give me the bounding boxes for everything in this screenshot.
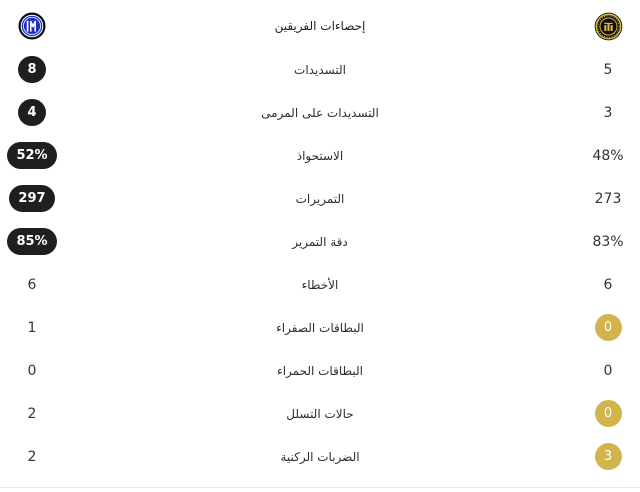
stat-label: البطاقات الصفراء: [276, 320, 364, 335]
home-team-value: 85%: [7, 228, 56, 255]
home-team-value: 1: [27, 319, 37, 336]
stat-row: [0, 349, 640, 392]
stat-label: الضربات الركنية: [280, 449, 360, 464]
stat-row: [0, 263, 640, 306]
home-team-value: 0: [27, 362, 37, 379]
away-team-value: 0: [603, 362, 613, 379]
stat-label: التمريرات: [295, 191, 345, 206]
stats-rows: [0, 48, 640, 478]
stat-row: [0, 435, 640, 478]
home-team-value: 52%: [7, 142, 56, 169]
away-team-badge[interactable]: [576, 12, 640, 41]
stat-label: الأخطاء: [301, 277, 339, 292]
away-team-value: 5: [603, 61, 613, 78]
stat-row: [0, 134, 640, 177]
away-team-value: 0: [595, 400, 622, 427]
away-team-value: 3: [603, 104, 613, 121]
home-team-value: 6: [27, 276, 37, 293]
away-team-value: 273: [594, 190, 622, 207]
away-team-value: 48%: [592, 147, 624, 164]
stat-row: [0, 220, 640, 263]
gold-black-club-badge-icon: [594, 12, 623, 41]
stat-row: [0, 91, 640, 134]
away-team-value: 0: [595, 314, 622, 341]
away-team-value: 3: [595, 443, 622, 470]
home-team-value: 8: [18, 56, 45, 83]
home-team-value: 297: [9, 185, 54, 212]
stat-label: حالات التسلل: [286, 406, 354, 421]
stat-row: [0, 177, 640, 220]
stat-label: الاستحواذ: [296, 148, 344, 163]
away-team-value: 6: [603, 276, 613, 293]
home-team-value: 4: [18, 99, 45, 126]
stat-row: [0, 48, 640, 91]
home-team-badge[interactable]: [0, 12, 64, 40]
stat-row: [0, 392, 640, 435]
stat-label: البطاقات الحمراء: [277, 363, 363, 378]
stat-label: دقة التمرير: [292, 234, 348, 249]
home-team-value: 2: [27, 405, 37, 422]
stats-header: [0, 0, 640, 48]
home-team-value: 2: [27, 448, 37, 465]
stat-label: التسديدات على المرمى: [261, 105, 379, 120]
inter-milan-badge-icon: [18, 12, 46, 40]
stat-row: [0, 306, 640, 349]
stat-label: التسديدات: [294, 62, 346, 77]
stats-title: إحصاءات الفريقين: [274, 19, 366, 33]
bottom-divider: [0, 487, 640, 488]
away-team-value: 83%: [592, 233, 624, 250]
